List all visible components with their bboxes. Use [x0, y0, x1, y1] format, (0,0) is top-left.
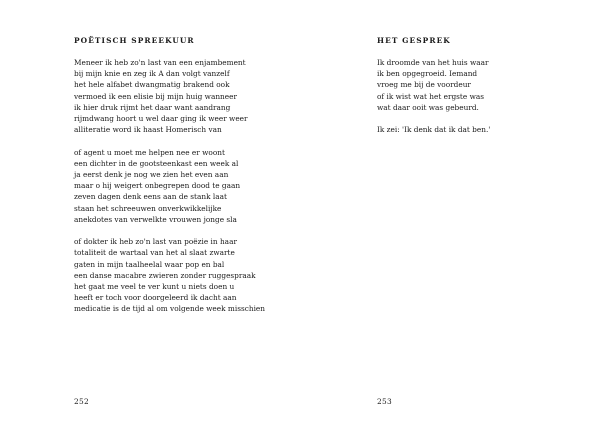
stanza-break: [74, 225, 265, 236]
poem-line: alliteratie word ik haast Homerisch van: [74, 125, 222, 135]
poem-line: ik ben opgegroeid. Iemand: [377, 69, 478, 79]
poem-title: HET GESPREK: [377, 36, 451, 45]
poem-line: een danse macabre zwieren zonder ruggespraak: [74, 270, 256, 280]
poem-body: [377, 57, 490, 135]
poem-title: POËTISCH SPREEKUUR: [74, 36, 195, 45]
right-page: [300, 0, 600, 432]
poem-line: of ik wist wat het ergste was: [377, 91, 484, 101]
poem-line: bij mijn knie en zeg ik A dan volgt vanzelf: [74, 69, 230, 79]
stanza-break: [377, 113, 490, 124]
poem-line: of agent u moet me helpen nee er woont: [74, 147, 225, 157]
poem-body: [74, 57, 265, 315]
poem-line: gaten in mijn taalheelal waar pop en bal: [74, 259, 225, 269]
poem-line: Ik zei: 'Ik denk dat ik dat ben.': [377, 125, 491, 135]
poem-line: een dichter in de gootsteenkast een week al: [74, 158, 239, 168]
poem-line: medicatie is de tijd al om volgende week misschien: [74, 304, 266, 314]
poem-line: wat daar ooit was gebeurd.: [377, 102, 479, 112]
page-number: 253: [377, 397, 393, 406]
poem-line: vroeg me bij de voordeur: [377, 80, 471, 90]
poem-line: Meneer ik heb zo'n last van een enjambement: [74, 58, 246, 67]
page-number: 252: [74, 397, 90, 406]
poem-line: ja eerst denk je nog we zien het even aan: [74, 169, 229, 179]
poem-line: Ik droomde van het huis waar: [377, 58, 489, 67]
poem-line: het gaat me veel te ver kunt u niets doen u: [74, 281, 235, 291]
poem-line: maar o hij weigert onbegrepen dood te gaan: [74, 181, 241, 191]
poem-line: totaliteit de wartaal van het al slaat zwarte: [74, 248, 235, 258]
poem-line: rijmdwang hoort u wel daar ging ik weer weer: [74, 113, 248, 123]
poem-line: of dokter ik heb zo'n last van poëzie in haar: [74, 237, 237, 247]
stanza-break: [74, 135, 265, 146]
poem-line: anekdotes van verwelkte vrouwen jonge sla: [74, 214, 237, 224]
poem-line: vermoed ik een elisie bij mijn huig wanneer: [74, 91, 237, 101]
poem-line: staan het schreeuwen onverkwikkelijke: [74, 203, 222, 213]
poem-line: heeft er toch voor doorgeleerd ik dacht aan: [74, 293, 237, 303]
poem-line: zeven dagen denk eens aan de stank laat: [74, 192, 227, 202]
poem-line: ik hier druk rijmt het daar want aandrang: [74, 102, 231, 112]
poem-line: het hele alfabet dwangmatig brakend ook: [74, 80, 230, 90]
